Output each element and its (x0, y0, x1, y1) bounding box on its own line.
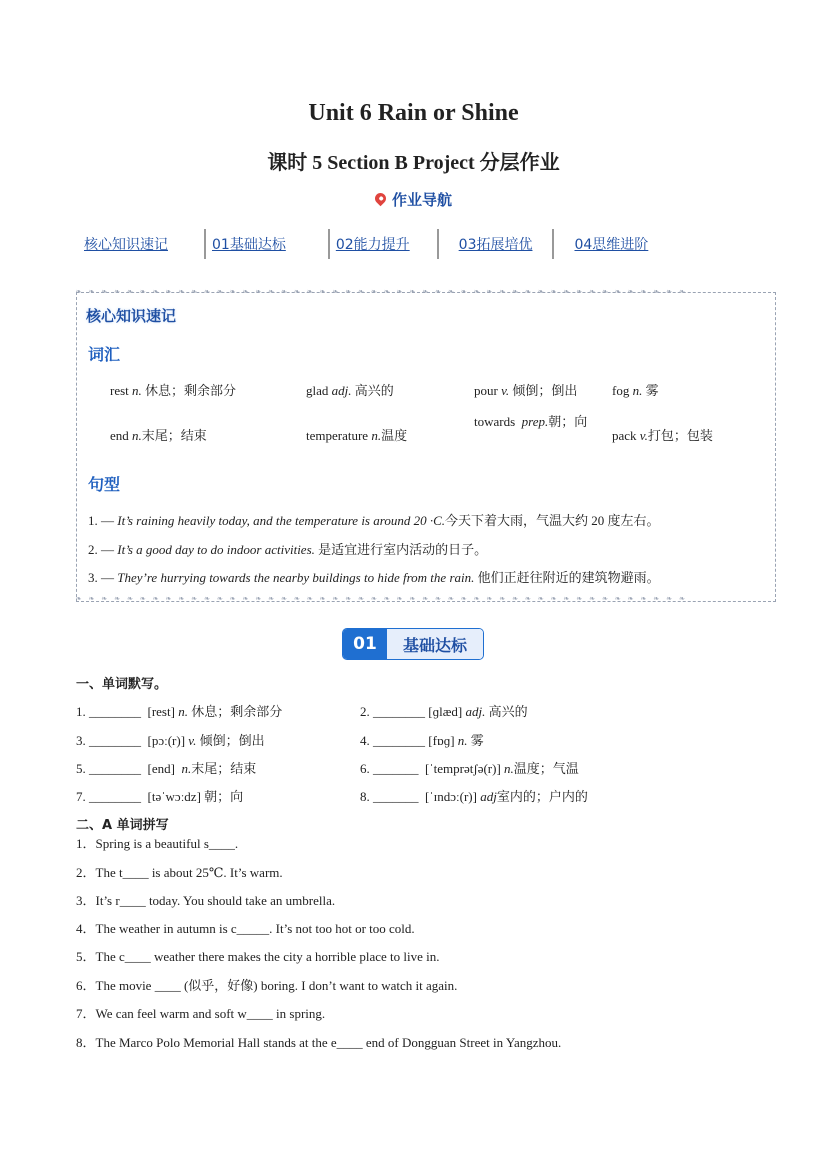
spelling-item: 7．We can feel warm and soft w____ in spring. (76, 1006, 326, 1021)
vocab-item: glad adj. 高兴的 (306, 383, 394, 398)
dictation-item: 1. ________ [rest] n. 休息；剩余部分 (76, 704, 283, 719)
spelling-item: 1．Spring is a beautiful s____. (76, 836, 239, 851)
sentence-label: 句型 (88, 475, 121, 494)
dictation-item: 6. _______ [ˈtemprətʃə(r)] n.温度；气温 (360, 761, 579, 776)
vocab-item: end n.末尾；结束 (110, 428, 207, 443)
decorative-border-bottom: ❧ ❧ ❧ ❧ ❧ ❧ ❧ ❧ ❧ ❧ ❧ ❧ ❧ ❧ ❧ ❧ ❧ ❧ ❧ ❧ ❧ ❧ ❧ ❧ ❧ ❧ ❧ ❧ ❧ ❧ ❧ ❧ ❧ ❧ ❧ ❧ ❧ ❧ ❧ ❧ ❧ ❧ ❧ ❧ ❧ ❧ ❧ ❧ (76, 594, 686, 604)
dictation-item: 2. ________ [ɡlæd] adj. 高兴的 (360, 704, 528, 719)
knowledge-heading: 核心知识速记 (86, 307, 177, 325)
vocab-item: fog n. 雾 (612, 383, 659, 398)
nav-heading-text: 作业导航 (391, 191, 452, 209)
vocab-label: 词汇 (88, 345, 121, 364)
spelling-item: 8．The Marco Polo Memorial Hall stands at the e____ end of Dongguan Street in Yangzhou. (76, 1035, 562, 1050)
nav-heading (0, 189, 827, 210)
vocab-item: rest n. 休息；剩余部分 (110, 383, 237, 398)
page-subtitle: 课时 5 Section B Project 分层作业 (267, 152, 560, 174)
location-pin-icon (373, 191, 389, 207)
spelling-item: 4．The weather in autumn is c_____. It’s not too hot or too cold. (76, 921, 415, 936)
nav-link-01[interactable]: 01基础达标 (212, 237, 286, 253)
nav-divider (437, 229, 439, 259)
spelling-item: 3．It’s r____ today. You should take an umbrella. (76, 893, 336, 908)
dictation-item: 5. ________ [end] n.末尾；结束 (76, 761, 257, 776)
spelling-item: 5．The c____ weather there makes the city a horrible place to live in. (76, 949, 440, 964)
badge-number: 01 (343, 629, 387, 659)
dictation-item: 4. ________ [fɒɡ] n. 雾 (360, 733, 484, 748)
section-nav (72, 228, 772, 260)
dictation-item: 3. ________ [pɔː(r)] v. 倾倒；倒出 (76, 733, 265, 748)
dictation-item: 7. ________ [təˈwɔːdz] 朝；向 (76, 789, 244, 804)
nav-divider (328, 229, 330, 259)
page-title: Unit 6 Rain or Shine (308, 100, 519, 126)
sentence-item: 1. — It’s raining heavily today, and the temperature is around 20 ·C.今天下着大雨，气温大约 20 度左右。 (88, 513, 660, 528)
vocab-item: towards prep.朝；向 (474, 414, 588, 429)
section-badge (342, 628, 484, 660)
nav-link-02[interactable]: 02能力提升 (335, 237, 410, 253)
vocab-item: temperature n.温度 (306, 428, 408, 443)
spelling-item: 2．The t____ is about 25℃. It’s warm. (76, 865, 283, 880)
nav-link-04[interactable]: 04思维进阶 (574, 237, 649, 253)
sentence-item: 2. — It’s a good day to do indoor activities. 是适宜进行室内活动的日子。 (88, 542, 488, 557)
nav-link-core[interactable]: 核心知识速记 (84, 237, 168, 253)
part1-heading: 一、单词默写。 (76, 677, 168, 692)
badge-text: 基础达标 (387, 629, 483, 659)
dictation-item: 8. _______ [ˈɪndɔː(r)] adj室内的；户内的 (360, 789, 588, 804)
nav-link-03[interactable]: 03拓展培优 (458, 237, 533, 253)
vocab-item: pour v. 倾倒；倒出 (474, 383, 578, 398)
spelling-item: 6．The movie ____ (似乎，好像) boring. I don’t want to watch it again. (76, 978, 458, 993)
part2-heading: 二、A 单词拼写 (76, 818, 169, 833)
nav-divider (204, 229, 206, 259)
sentence-item: 3. — They’re hurrying towards the nearby buildings to hide from the rain. 他们正赶往附近的建筑物避雨。 (88, 570, 660, 585)
vocab-item: pack v.打包；包装 (612, 428, 713, 443)
decorative-border-top: ❧ ❧ ❧ ❧ ❧ ❧ ❧ ❧ ❧ ❧ ❧ ❧ ❧ ❧ ❧ ❧ ❧ ❧ ❧ ❧ ❧ ❧ ❧ ❧ ❧ ❧ ❧ ❧ ❧ ❧ ❧ ❧ ❧ ❧ ❧ ❧ ❧ ❧ ❧ ❧ ❧ ❧ ❧ ❧ ❧ ❧ ❧ ❧ (76, 287, 686, 297)
nav-divider (552, 229, 554, 259)
